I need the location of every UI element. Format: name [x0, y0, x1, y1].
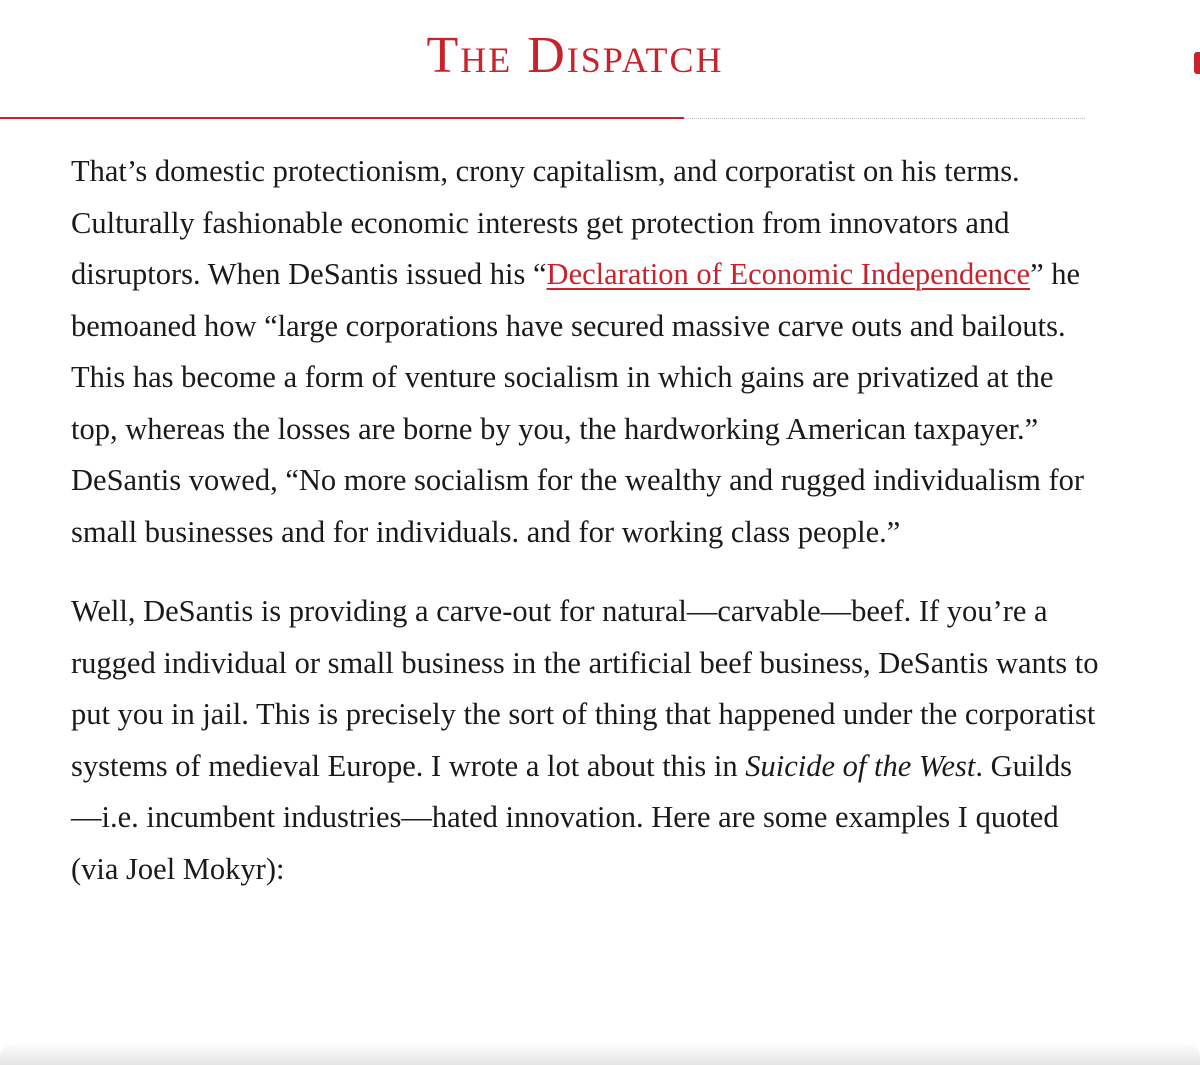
declaration-link[interactable]: Declaration of Economic Independence	[546, 257, 1031, 291]
reading-progress-bar	[0, 117, 684, 119]
paragraph-text: Well, DeSantis is providing a carve-out for natural—carvable—beef. If you’re a rugged individual or small business in the artificial beef business, DeSantis wants to put you in jail. This is precisely the sort of thing that happened under the corporatist systems of medieval Europe. I wrote a lot about this in	[71, 594, 1099, 783]
article-paragraph	[71, 146, 1101, 558]
bottom-scroll-fade	[0, 1043, 1200, 1065]
book-title: Suicide of the West	[745, 748, 976, 783]
menu-tab-icon[interactable]	[1194, 52, 1200, 74]
site-header	[0, 0, 1200, 118]
paragraph-text: ” he bemoaned how “large corporations have secured massive carve outs and bailouts. This has become a form of venture socialism in which gains are privatized at the top, whereas the losses are borne by you, the hardworking American taxpayer.” DeSantis vowed, “No more socialism for the wealthy and rugged individualism for small businesses and for individuals. and for working class people.”	[71, 257, 1085, 549]
site-logo[interactable]: The Dispatch	[426, 27, 724, 84]
paragraph-text: That’s domestic protectionism, crony capitalism, and corporatist on his terms. Culturally fashionable economic interests get protection from innovators and disruptors. When DeSantis issued his “	[71, 154, 1020, 291]
article-paragraph	[71, 586, 1101, 895]
article-body	[71, 146, 1101, 923]
paragraph-text: . Guilds—i.e. incumbent industries—hated innovation. Here are some examples I quoted (via Joel Mokyr):	[71, 748, 1072, 886]
